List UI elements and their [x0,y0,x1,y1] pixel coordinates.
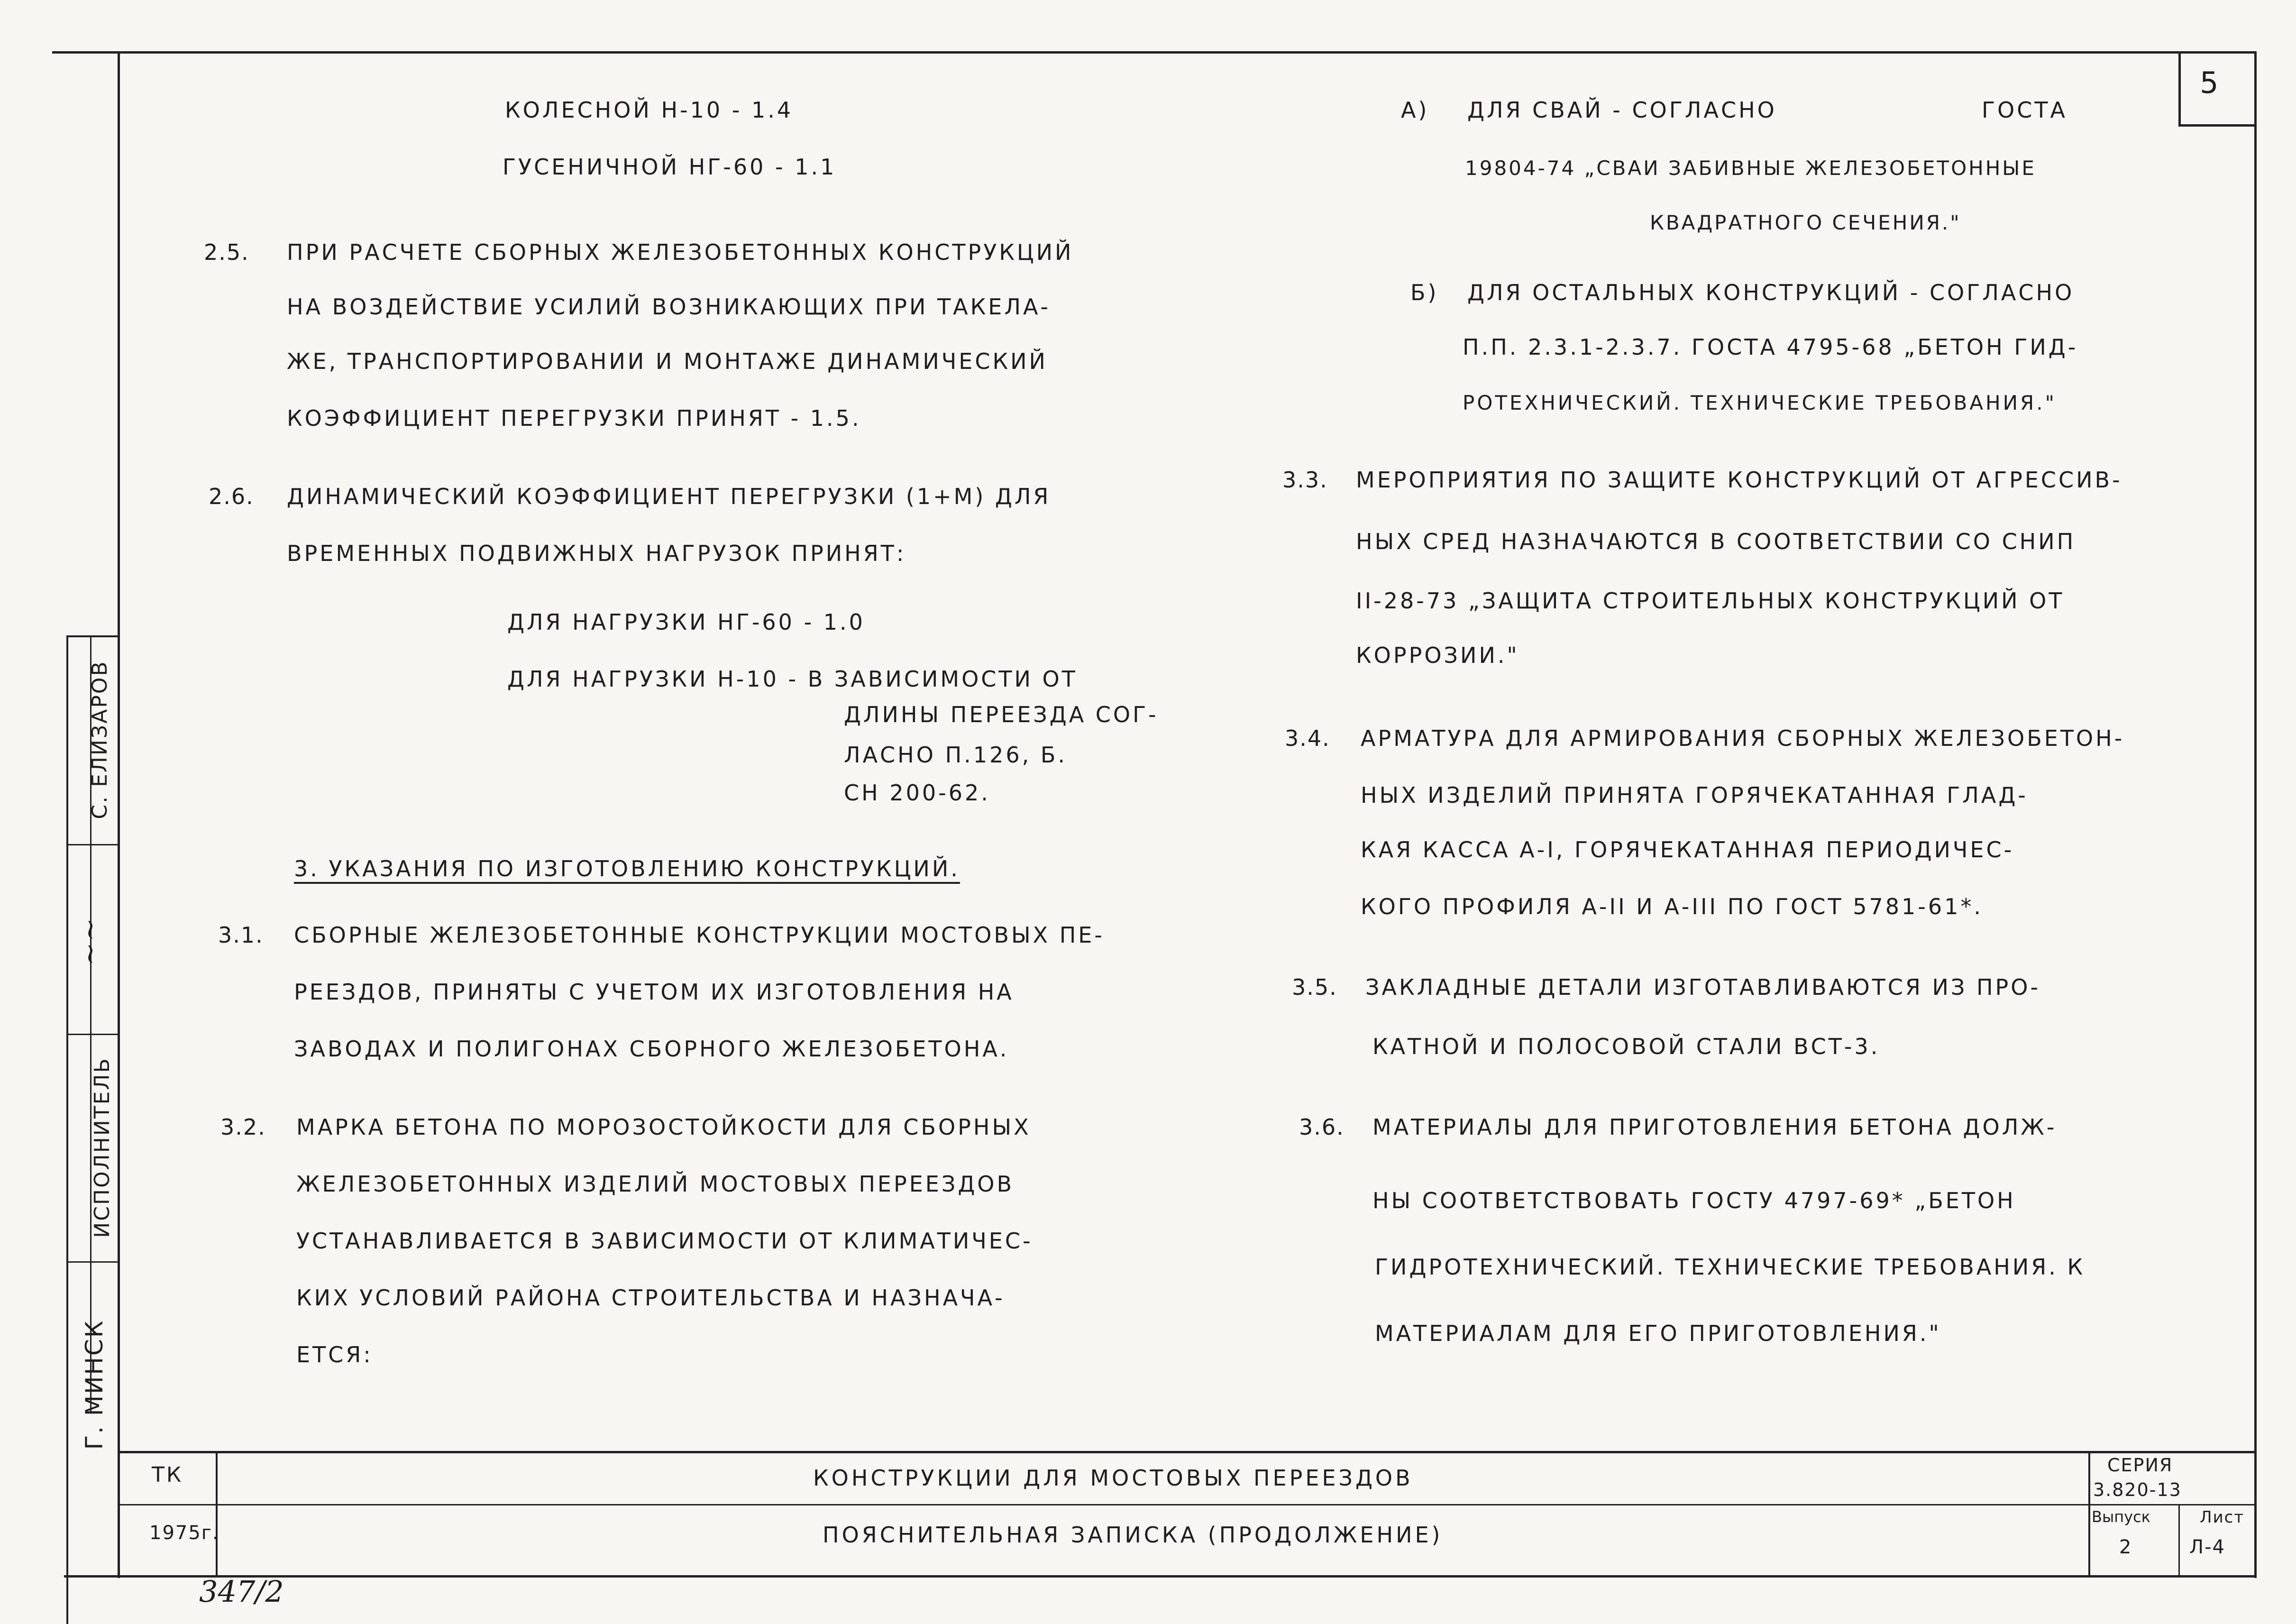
frame-left [118,51,120,1578]
top-line-2: ГУСЕНИЧНОЙ НГ-60 - 1.1 [503,154,837,180]
item-a-line: 19804-74 „СВАИ ЗАБИВНЫЕ ЖЕЛЕЗОБЕТОННЫЕ [1465,156,2036,180]
p3-6-line: НЫ СООТВЕТСТВОВАТЬ ГОСТУ 4797-69* „БЕТОН [1372,1188,2016,1213]
title-block-top [118,1451,2256,1453]
p3-1-line: СБОРНЫЕ ЖЕЛЕЗОБЕТОННЫЕ КОНСТРУКЦИИ МОСТОВЫХ ПЕ- [294,922,1105,948]
p2-6-item-cont: СН 200-62. [844,780,990,806]
p3-1-line: РЕЕЗДОВ, ПРИНЯТЫ С УЧЕТОМ ИХ ИЗГОТОВЛЕНИЯ НА [294,979,1014,1005]
title-block-year: 1975г. [149,1522,220,1544]
title-block-title-1: КОНСТРУКЦИИ ДЛЯ МОСТОВЫХ ПЕРЕЕЗДОВ [813,1465,1413,1491]
section-3-heading: 3. УКАЗАНИЯ ПО ИЗГОТОВЛЕНИЮ КОНСТРУКЦИЙ. [294,856,960,881]
p2-6-item-cont: ДЛИНЫ ПЕРЕЕЗДА СОГ- [844,702,1159,727]
p3-2-number: 3.2. [220,1114,266,1140]
p2-6-line: ВРЕМЕННЫХ ПОДВИЖНЫХ НАГРУЗОК ПРИНЯТ: [287,541,906,566]
frame-bottom [64,1575,2257,1578]
p3-5-line: ЗАКЛАДНЫЕ ДЕТАЛИ ИЗГОТАВЛИВАЮТСЯ ИЗ ПРО- [1365,974,2041,1000]
p3-3-line: КОРРОЗИИ." [1356,642,1519,668]
title-block-series-value: 3.820-13 [2093,1479,2182,1500]
title-block-divider-left [216,1451,218,1575]
p3-4-line: КОГО ПРОФИЛЯ А-II И А-III ПО ГОСТ 5781-61*. [1361,894,1984,919]
p3-3-line: II-28-73 „ЗАЩИТА СТРОИТЕЛЬНЫХ КОНСТРУКЦИЙ ОТ [1356,588,2065,614]
p3-1-line: ЗАВОДАХ И ПОЛИГОНАХ СБОРНОГО ЖЕЛЕЗОБЕТОНА. [294,1036,1009,1062]
p3-5-number: 3.5. [1292,974,1337,1000]
frame-right [2254,51,2257,1578]
p3-3-line: МЕРОПРИЯТИЯ ПО ЗАЩИТЕ КОНСТРУКЦИЙ ОТ АГРЕССИВ- [1356,467,2122,493]
p3-6-line: ГИДРОТЕХНИЧЕСКИЙ. ТЕХНИЧЕСКИЕ ТРЕБОВАНИЯ. К [1375,1254,2086,1280]
p3-4-line: АРМАТУРА ДЛЯ АРМИРОВАНИЯ СБОРНЫХ ЖЕЛЕЗОБЕТОН- [1361,725,2125,751]
title-block-series-label: СЕРИЯ [2107,1455,2173,1476]
frame-outer-left [66,635,68,1624]
title-block-mid [118,1504,2256,1505]
p2-6-line: ДИНАМИЧЕСКИЙ КОЭФФИЦИЕНТ ПЕРЕГРУЗКИ (1+Μ) ДЛЯ [287,484,1051,509]
p2-6-number: 2.6. [209,484,254,509]
title-block-sheet-value: Л-4 [2189,1536,2225,1558]
frame-top [52,51,2257,54]
p2-5-line: ПРИ РАСЧЕТЕ СБОРНЫХ ЖЕЛЕЗОБЕТОННЫХ КОНСТРУКЦИЙ [287,239,1074,265]
item-b-line: РОТЕХНИЧЕСКИЙ. ТЕХНИЧЕСКИЕ ТРЕБОВАНИЯ." [1463,391,2057,414]
side-executor-name: С. ЕЛИЗАРОВ [88,660,112,819]
p2-5-line: ЖЕ, ТРАНСПОРТИРОВАНИИ И МОНТАЖЕ ДИНАМИЧЕСКИЙ [287,349,1048,374]
item-a-line: ГОСТА [1982,97,2067,123]
p3-1-number: 3.1. [218,922,264,948]
title-block-issue-value: 2 [2119,1536,2132,1558]
p2-5-line: НА ВОЗДЕЙСТВИЕ УСИЛИЙ ВОЗНИКАЮЩИХ ПРИ ТАКЕЛА- [287,294,1051,320]
p3-2-line: МАРКА БЕТОНА ПО МОРОЗОСТОЙКОСТИ ДЛЯ СБОРНЫХ [296,1114,1031,1140]
side-city: Г. МИНСК [81,1319,108,1450]
title-block-divider-sheet [2178,1505,2180,1575]
p3-6-number: 3.6. [1299,1114,1345,1140]
p3-4-line: НЫХ ИЗДЕЛИЙ ПРИНЯТА ГОРЯЧЕКАТАННАЯ ГЛАД- [1361,782,2028,808]
side-stamp-sep [66,844,119,845]
title-block-divider-right [2088,1451,2090,1575]
title-block-title-2: ПОЯСНИТЕЛЬНАЯ ЗАПИСКА (ПРОДОЛЖЕНИЕ) [823,1522,1443,1548]
p3-6-line: МАТЕРИАЛЫ ДЛЯ ПРИГОТОВЛЕНИЯ БЕТОНА ДОЛЖ- [1372,1114,2057,1140]
footer-handwritten-number: 347/2 [199,1574,284,1609]
p3-4-line: КАЯ КАССА А-I, ГОРЯЧЕКАТАННАЯ ПЕРИОДИЧЕС- [1361,837,2014,862]
side-stamp-top [66,635,119,637]
p3-2-line: ЖЕЛЕЗОБЕТОННЫХ ИЗДЕЛИЙ МОСТОВЫХ ПЕРЕЕЗДОВ [296,1171,1015,1197]
p2-6-item: ДЛЯ НАГРУЗКИ НГ-60 - 1.0 [507,609,865,635]
top-line-1: КОЛЕСНОЙ Н-10 - 1.4 [505,97,794,123]
side-executor-label: ИСПОЛНИТЕЛЬ [90,1057,114,1238]
p2-5-number: 2.5. [204,239,249,265]
p3-5-line: КАТНОЙ И ПОЛОСОВОЙ СТАЛИ ВСТ-3. [1372,1034,1880,1059]
p3-2-line: ЕТСЯ: [296,1342,373,1367]
item-a-label: А) [1401,97,1429,123]
p2-5-line: КОЭФФИЦИЕНТ ПЕРЕГРУЗКИ ПРИНЯТ - 1.5. [287,405,861,431]
p3-2-line: КИХ УСЛОВИЙ РАЙОНА СТРОИТЕЛЬСТВА И НАЗНАЧА- [296,1285,1005,1311]
p2-6-item: ДЛЯ НАГРУЗКИ Н-10 - В ЗАВИСИМОСТИ ОТ [507,666,1078,692]
title-block-sheet-label: Лист [2200,1508,2245,1527]
page-number: 5 [2200,65,2219,100]
item-b-line: П.П. 2.3.1-2.3.7. ГОСТА 4795-68 „БЕТОН ГИД- [1463,334,2078,360]
title-block-issue-label: Выпуск [2092,1508,2150,1526]
side-signature: ~~ [73,917,106,966]
item-b-label: Б) [1410,280,1439,305]
p2-6-item-cont: ЛАСНО П.126, Б. [844,742,1068,768]
title-block-tk: ТК [152,1463,183,1487]
p3-2-line: УСТАНАВЛИВАЕТСЯ В ЗАВИСИМОСТИ ОТ КЛИМАТИЧЕС- [296,1228,1033,1254]
p3-6-line: МАТЕРИАЛАМ ДЛЯ ЕГО ПРИГОТОВЛЕНИЯ." [1375,1321,1941,1346]
item-b-line: ДЛЯ ОСТАЛЬНЫХ КОНСТРУКЦИЙ - СОГЛАСНО [1467,280,2075,305]
item-a-line: КВАДРАТНОГО СЕЧЕНИЯ." [1650,211,1961,234]
p3-3-line: НЫХ СРЕД НАЗНАЧАЮТСЯ В СООТВЕТСТВИИ СО СНИП [1356,529,2076,554]
p3-3-number: 3.3. [1282,467,1328,493]
item-a-line: ДЛЯ СВАЙ - СОГЛАСНО [1467,97,1777,123]
p3-4-number: 3.4. [1285,725,1330,751]
